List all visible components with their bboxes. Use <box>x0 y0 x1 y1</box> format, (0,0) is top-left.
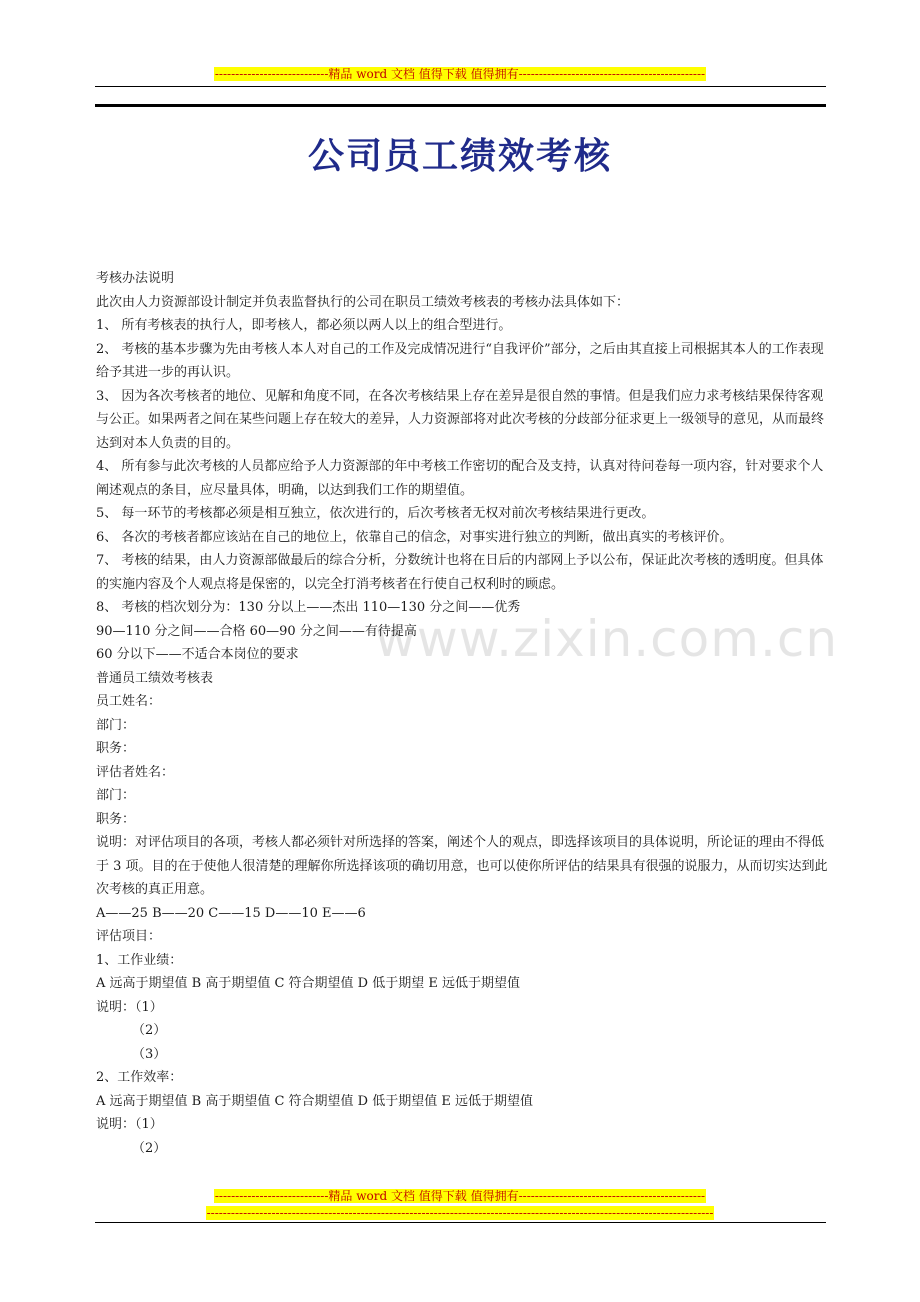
header-banner-text: ----------------------------精品 word 文档 值得下载 值得拥有---------------------------------------------- <box>214 67 706 81</box>
header-banner <box>0 67 920 81</box>
grade-line: 60 分以下——不适合本岗位的要求 <box>96 647 299 662</box>
rule-1: 1、 所有考核表的执行人，即考核人，都必须以两人以上的组合型进行。 <box>96 318 512 333</box>
instruction-paragraph: 说明：对评估项目的各项，考核人都必须针对所选择的答案，阐述个人的观点，即选择该项目的具体说明，所论证的理由不得低于 3 项。目的在于使他人很清楚的理解你所选择该项的确切用意，也可以使你所评估的结果具有很强的说服力，从而切实达到此次考核的真正用意。 <box>96 835 828 897</box>
form-title: 普通员工绩效考核表 <box>96 670 214 686</box>
item-1-title: 1、工作业绩： <box>96 952 183 968</box>
rule-5: 5、 每一环节的考核都必须是相互独立，依次进行的，后次考核者无权对前次考核结果进行更改。 <box>96 506 655 521</box>
item-1-note: （2） <box>132 1023 167 1038</box>
rule-4: 4、 所有参与此次考核的人员都应给予人力资源部的年中考核工作密切的配合及支持，认真对待问卷每一项内容，针对要求个人阐述观点的条目，应尽量具体，明确，以达到我们工作的期望值。 <box>96 459 824 498</box>
field-department: 部门： <box>96 717 136 733</box>
rule-3: 3、 因为各次考核者的地位、见解和角度不同，在各次考核结果上存在差异是很自然的事情。但是我们应力求考核结果保待客观与公正。如果两者之间在某些问题上存在较大的差异，人力资源部将对此次考核的分歧部分征求更上一级领导的意见，从而最终达到对本人负责的目的。 <box>96 388 825 451</box>
footer-rule <box>95 1222 826 1223</box>
item-2-note: （2） <box>132 1140 167 1156</box>
field-evaluator-department: 部门： <box>96 788 136 803</box>
items-heading: 评估项目： <box>96 929 162 944</box>
section-heading: 考核办法说明 <box>96 271 175 286</box>
intro-paragraph: 此次由人力资源部设计制定并负表监督执行的公司在职员工绩效考核表的考核办法具体如下： <box>96 294 630 310</box>
document-body <box>96 267 829 1160</box>
grade-line: 90—110 分之间——合格 60—90 分之间——有待提高 <box>96 623 417 639</box>
score-scale: A——25 B——20 C——15 D——10 E——6 <box>96 905 366 921</box>
field-evaluator-name: 评估者姓名： <box>96 764 175 780</box>
item-1-note: （3） <box>132 1046 167 1062</box>
page-title: 公司员工绩效考核 <box>307 136 612 177</box>
footer-banner-dashes <box>0 1206 920 1220</box>
footer-banner-dashes-text: ----------------------------------------------------------------------------------------------------------------------------- <box>206 1206 714 1220</box>
field-evaluator-position: 职务： <box>96 811 136 827</box>
rule-7: 7、 考核的结果，由人力资源部做最后的综合分析，分数统计也将在日后的内部网上予以公布，保证此次考核的透明度。但具体的实施内容及个人观点将是保密的，以完全打消考核者在行使自己权利时的顾虑。 <box>96 553 824 592</box>
item-2-note: 说明：（1） <box>96 1117 163 1132</box>
footer-banner-text: ----------------------------精品 word 文档 值得下载 值得拥有---------------------------------------------- <box>214 1189 706 1203</box>
item-2-title: 2、工作效率： <box>96 1070 183 1085</box>
item-1-note: 说明：（1） <box>96 999 163 1015</box>
watermark: www.zixin.com.cn <box>375 610 839 668</box>
rule-6: 6、 各次的考核者都应该站在自己的地位上，依靠自己的信念，对事实进行独立的判断，做出真实的考核评价。 <box>96 529 733 545</box>
header-rule-thick <box>95 104 826 107</box>
field-position: 职务： <box>96 741 136 756</box>
item-1-options: A 远高于期望值 B 高于期望值 C 符合期望值 D 低于期望 E 远低于期望值 <box>96 976 520 991</box>
rule-2: 2、 考核的基本步骤为先由考核人本人对自己的工作及完成情况进行“自我评价”部分，之后由其直接上司根据其本人的工作表现给予其进一步的再认识。 <box>96 341 824 380</box>
rule-8: 8、 考核的档次划分为：130 分以上——杰出 110—130 分之间——优秀 <box>96 600 521 615</box>
header-rule-thin <box>95 86 826 87</box>
footer-banner <box>0 1189 920 1203</box>
item-2-options: A 远高于期望值 B 高于期望值 C 符合期望值 D 低于期望值 E 远低于期望值 <box>96 1093 533 1109</box>
field-employee-name: 员工姓名： <box>96 694 162 709</box>
